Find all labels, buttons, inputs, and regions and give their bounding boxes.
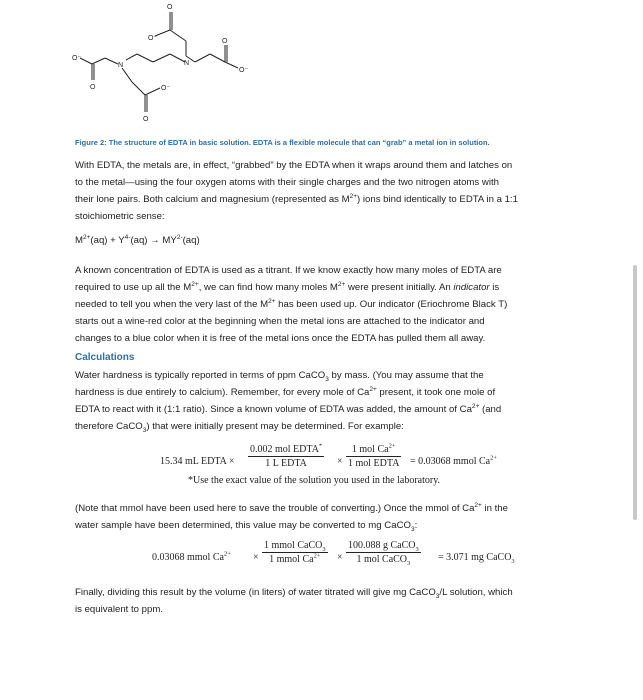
calc-line-3: EDTA to react with it (1:1 ratio). Since a known volume of EDTA was added, the amount of $Ca^{2+}$ (and <box>75 402 502 415</box>
calc1-start: 15.34 mL EDTA × <box>160 456 235 467</box>
calc-line-1: Water hardness is typically reported in terms of ppm CaCO$_3$ by mass. (You may assume that the <box>75 370 484 383</box>
atom-o-left: O <box>90 84 96 91</box>
edta-structure-svg <box>60 0 290 130</box>
p2-line-2: required to use up all the $M^{2+}$, we can find how many moles $M^{2+}$ were present initially. An indicator is <box>75 280 500 293</box>
atom-o-right: O <box>222 38 228 45</box>
atom-o-minus-right: O⁻ <box>239 67 249 74</box>
note-line-1: (Note that mmol have been used here to save the trouble of converting.) Once the mmol of $Ca^{2+}$ in the <box>75 501 508 514</box>
binding-equation: $M^{2+}(aq) + Y^{4-}(aq) \to MY^{2-}(aq)$ <box>75 233 200 246</box>
atom-n-right: N <box>184 60 190 67</box>
calc2-fraction-2: 100.088 g CaCO$_3$ 1 mol CaCO$_3$ <box>348 540 419 567</box>
calc2-result: = 3.071 mg CaCO$_3$ <box>438 552 515 565</box>
final-paragraph <box>75 584 575 618</box>
atom-o-bottom: O <box>143 116 149 123</box>
calc1-result: = 0.03068 mmol $Ca^{2+}$ <box>410 454 498 467</box>
intro-line-3: their lone pairs. Both calcium and magnesium (represented as $M^{2+}$) ions bind identically to EDTA in a 1:1 <box>75 192 518 205</box>
calc2-times-2: × <box>337 552 343 563</box>
calc1-times: × <box>337 456 343 467</box>
final-line-2: is equivalent to ppm. <box>75 604 163 615</box>
intro-line-2: to the metal—using the four oxygen atoms with their single charges and the two nitrogen atoms with <box>75 177 499 188</box>
atom-o-minus-bottom: O⁻ <box>161 85 171 92</box>
edta-structure-figure <box>60 0 290 130</box>
vertical-scrollbar[interactable] <box>633 265 637 520</box>
calc1-fraction-1: 0.002 mol EDTA* 1 L EDTA <box>250 442 323 469</box>
indicator-paragraph <box>75 262 575 347</box>
mmol-note-paragraph <box>75 500 575 534</box>
p2-line-5: changes to a blue color when it is free of the metal ions once the EDTA has pulled them all away. <box>75 333 486 344</box>
atom-n-left: N <box>118 62 124 69</box>
use-exact-value-note: *Use the exact value of the solution you used in the laboratory. <box>188 475 441 486</box>
calc2-start: 0.03068 mmol $Ca^{2+}$ <box>152 550 231 563</box>
final-line-1: Finally, dividing this result by the volume (in liters) of water titrated will give mg CaCO$_3$/L solution, which <box>75 587 513 600</box>
p2-line-1: A known concentration of EDTA is used as a titrant. If we know exactly how many moles of EDTA are <box>75 265 502 276</box>
atom-o-minus-top: O⁻ <box>148 35 158 42</box>
intro-line-4: stoichiometric sense: <box>75 211 165 222</box>
calc-line-2: hardness is due entirely to calcium). Remember, for every mole of $Ca^{2+}$ present, it took one mole of <box>75 385 496 398</box>
p2-line-3: needed to tell you when the very last of the $M^{2+}$ has been used up. Our indicator (Eriochrome Black T) <box>75 297 508 310</box>
intro-line-1: With EDTA, the metals are, in effect, “grabbed” by the EDTA when it wraps around them and latches on <box>75 160 513 171</box>
calculations-heading: Calculations <box>75 352 135 363</box>
atom-o-minus-left: O⁻ <box>72 55 82 62</box>
figure-caption: Figure 2: The structure of EDTA in basic solution. EDTA is a flexible molecule that can “grab” a metal ion in solution. <box>75 138 490 147</box>
atom-o-top: O <box>167 4 173 11</box>
calc2-times-1: × <box>253 552 259 563</box>
calc1-fraction-2: 1 mol $Ca^{2+}$ 1 mol EDTA <box>348 442 400 469</box>
intro-paragraph <box>75 157 575 225</box>
calculations-paragraph <box>75 367 575 435</box>
p2-line-4: starts out a wine-red color at the beginning when the metal ions are attached to the indicator and <box>75 316 485 327</box>
calc-line-4: therefore CaCO$_3$) that were initially present may be determined. For example: <box>75 421 404 434</box>
note-line-2: water sample have been determined, this value may be converted to mg CaCO$_3$: <box>75 520 418 533</box>
calc2-fraction-1: 1 mmol CaCO$_3$ 1 mmol $Ca^{2+}$ <box>264 540 326 565</box>
